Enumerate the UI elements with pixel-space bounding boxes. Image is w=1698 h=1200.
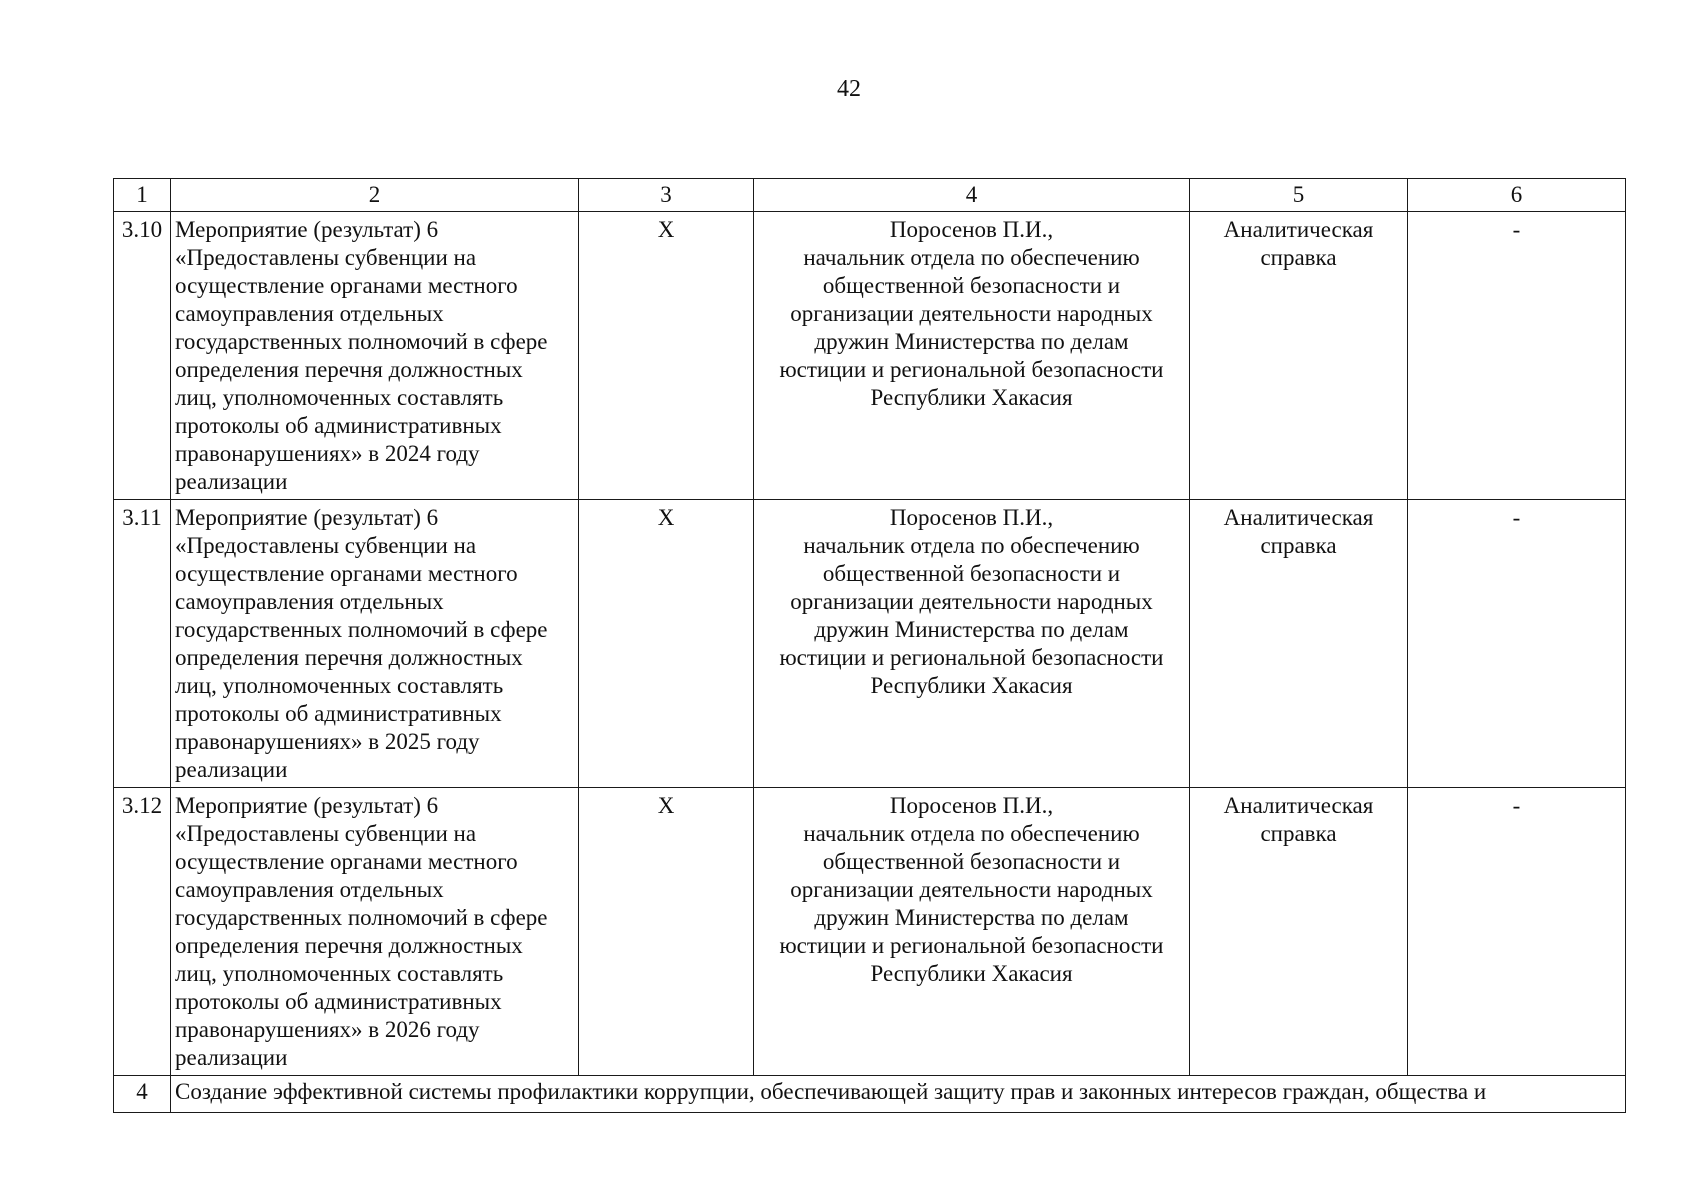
text-line: Поросенов П.И., xyxy=(889,505,1054,530)
row-number-cell: 3.12 xyxy=(114,788,171,1076)
responsible-person-cell xyxy=(754,500,1190,788)
table-row xyxy=(114,788,1626,1076)
text-line: Мероприятие (результат) 6 xyxy=(175,505,439,530)
text-line: дружин Министерства по делам xyxy=(814,617,1129,642)
text-line: Республики Хакасия xyxy=(870,385,1073,410)
section-number-cell: 4 xyxy=(114,1076,171,1113)
text-line: организации деятельности народных xyxy=(790,589,1153,614)
text-line: Республики Хакасия xyxy=(870,961,1073,986)
text-line: Аналитическая xyxy=(1223,217,1374,242)
text-line: справка xyxy=(1260,821,1337,846)
text-line: самоуправления отдельных xyxy=(175,301,444,326)
text-line: государственных полномочий в сфере xyxy=(175,617,548,642)
header-cell: 2 xyxy=(171,179,579,212)
text-line: Мероприятие (результат) 6 xyxy=(175,217,439,242)
text-line: юстиции и региональной безопасности xyxy=(779,645,1164,670)
text-line: общественной безопасности и xyxy=(822,561,1121,586)
text-line: лиц, уполномоченных составлять xyxy=(175,961,504,986)
header-cell: 6 xyxy=(1408,179,1626,212)
text-line: государственных полномочий в сфере xyxy=(175,329,548,354)
document-type-cell xyxy=(1190,788,1408,1076)
mark-cell: X xyxy=(579,212,754,500)
text-line: лиц, уполномоченных составлять xyxy=(175,673,504,698)
text-line: организации деятельности народных xyxy=(790,877,1153,902)
text-line: Поросенов П.И., xyxy=(889,217,1054,242)
text-line: общественной безопасности и xyxy=(822,849,1121,874)
text-line: дружин Министерства по делам xyxy=(814,329,1129,354)
text-line: реализации xyxy=(175,469,288,494)
text-line: осуществление органами местного xyxy=(175,849,518,874)
mark-cell: X xyxy=(579,788,754,1076)
text-line: государственных полномочий в сфере xyxy=(175,905,548,930)
measure-description-cell xyxy=(171,788,579,1076)
text-line: определения перечня должностных xyxy=(175,933,523,958)
mark-cell: X xyxy=(579,500,754,788)
text-line: определения перечня должностных xyxy=(175,357,523,382)
text-line: правонарушениях» в 2025 году xyxy=(175,729,480,754)
measure-description-cell xyxy=(171,212,579,500)
header-cell: 3 xyxy=(579,179,754,212)
text-line: осуществление органами местного xyxy=(175,561,518,586)
text-line: справка xyxy=(1260,533,1337,558)
row-number-cell: 3.11 xyxy=(114,500,171,788)
text-line: Поросенов П.И., xyxy=(889,793,1054,818)
document-type-cell xyxy=(1190,212,1408,500)
text-line: осуществление органами местного xyxy=(175,273,518,298)
responsible-person-cell xyxy=(754,212,1190,500)
text-line: «Предоставлены субвенции на xyxy=(175,533,477,558)
measures-table xyxy=(113,178,1626,1113)
text-line: дружин Министерства по делам xyxy=(814,905,1129,930)
text-line: юстиции и региональной безопасности xyxy=(779,357,1164,382)
note-cell: - xyxy=(1408,500,1626,788)
header-row xyxy=(114,179,1626,212)
text-line: «Предоставлены субвенции на xyxy=(175,821,477,846)
text-line: справка xyxy=(1260,245,1337,270)
responsible-person-cell xyxy=(754,788,1190,1076)
table-row xyxy=(114,500,1626,788)
text-line: протоколы об административных xyxy=(175,701,502,726)
note-cell: - xyxy=(1408,788,1626,1076)
text-line: протоколы об административных xyxy=(175,413,502,438)
measure-description-cell xyxy=(171,500,579,788)
section-row xyxy=(114,1076,1626,1113)
text-line: «Предоставлены субвенции на xyxy=(175,245,477,270)
text-line: Республики Хакасия xyxy=(870,673,1073,698)
text-line: Аналитическая xyxy=(1223,793,1374,818)
note-cell: - xyxy=(1408,212,1626,500)
text-line: самоуправления отдельных xyxy=(175,589,444,614)
section-title-cell: Создание эффективной системы профилактики коррупции, обеспечивающей защиту прав и законных интересов граждан, общества и xyxy=(171,1076,1626,1113)
text-line: общественной безопасности и xyxy=(822,273,1121,298)
row-number-cell: 3.10 xyxy=(114,212,171,500)
text-line: правонарушениях» в 2024 году xyxy=(175,441,480,466)
header-cell: 5 xyxy=(1190,179,1408,212)
text-line: определения перечня должностных xyxy=(175,645,523,670)
text-line: лиц, уполномоченных составлять xyxy=(175,385,504,410)
header-cell: 1 xyxy=(114,179,171,212)
text-line: реализации xyxy=(175,1045,288,1070)
text-line: протоколы об административных xyxy=(175,989,502,1014)
text-line: правонарушениях» в 2026 году xyxy=(175,1017,480,1042)
header-cell: 4 xyxy=(754,179,1190,212)
text-line: начальник отдела по обеспечению xyxy=(803,533,1140,558)
text-line: Аналитическая xyxy=(1223,505,1374,530)
table-row xyxy=(114,212,1626,500)
text-line: юстиции и региональной безопасности xyxy=(779,933,1164,958)
text-line: начальник отдела по обеспечению xyxy=(803,245,1140,270)
text-line: организации деятельности народных xyxy=(790,301,1153,326)
text-line: начальник отдела по обеспечению xyxy=(803,821,1140,846)
text-line: Мероприятие (результат) 6 xyxy=(175,793,439,818)
page-number: 42 xyxy=(837,76,861,102)
text-line: самоуправления отдельных xyxy=(175,877,444,902)
text-line: реализации xyxy=(175,757,288,782)
document-type-cell xyxy=(1190,500,1408,788)
